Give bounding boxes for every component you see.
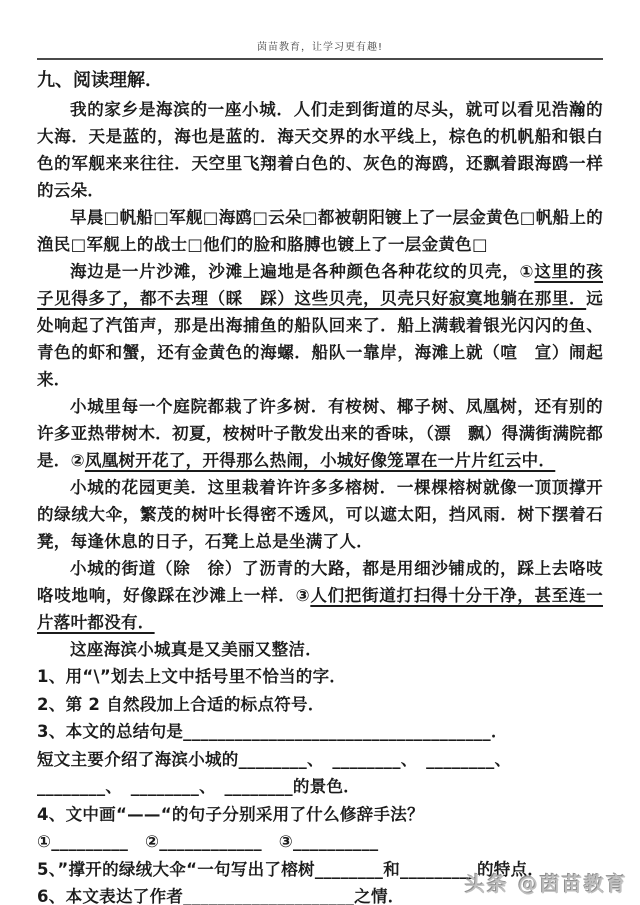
header-slogan: 茵苗教育，让学习更有趣! <box>256 42 383 53</box>
question-3-sub-line-2: ________、 ________、 ________的景色． <box>37 777 361 796</box>
passage-paragraph-6 <box>37 555 603 636</box>
passage-paragraph-5 <box>37 474 603 555</box>
passage-paragraph-4 <box>37 393 603 474</box>
p3-text-before: 海边是一片沙滩，沙滩上遍地是各种颜色各种花纹的贝壳，① <box>70 262 535 281</box>
question-5: 5、”撑开的绿绒大伞“一句写出了榕树________和_________的特点． <box>37 859 545 879</box>
p4-underlined-sentence: 凤凰树开花了，开得那么热闹，小城好像笼罩在一片片红云中． <box>84 451 556 470</box>
header-divider <box>37 58 603 60</box>
p3-text-after: 远处响起了汽笛声，那是出海捕鱼的船队回来了．船上满载着银光闪闪的鱼、青色的虾和蟹，还有金黄色的海螺．船队一靠岸，海滩上就（喧 宣）闹起来． <box>37 289 603 389</box>
p7-text: 这座海滨小城真是又美丽又整洁． <box>70 640 322 659</box>
toutiao-watermark: 头条 @茵苗教育 <box>465 872 628 896</box>
p4-text-before: 小城里每一个庭院都栽了许多树．有桉树、椰子树、凤凰树，还有别的许多亚热带树木．初夏，桉树叶子散发出来的香味，（漂 飘）得满街满院都是．② <box>37 397 603 470</box>
question-2: 2、第 2 自然段加上合适的标点符号． <box>37 694 325 714</box>
p5-text: 小城的花园更美．这里栽着许许多多榕树．一棵棵榕树就像一顶顶撑开的绿绒大伞，繁茂的树叶长得密不透风，可以遮太阳，挡风雨．树下摆着石凳，每逢休息的日子，石凳上总是坐满了人． <box>37 478 603 551</box>
question-4-answer-blanks: ①_________ ②____________ ③__________ <box>37 832 379 851</box>
passage-paragraph-3 <box>37 258 603 393</box>
p1-text: 我的家乡是海滨的一座小城．人们走到街道的尽头，就可以看见浩瀚的大海．天是蓝的，海也是蓝的．海天交界的水平线上，棕色的机帆船和银白色的军舰来来往往．天空里飞翔着白色的、灰色的海鸥，还飘着跟海鸥一样的云朵． <box>37 100 603 200</box>
section-title: 九、阅读理解． <box>37 70 163 91</box>
question-4: 4、文中画“——“的句子分别采用了什么修辞手法？ <box>37 804 424 824</box>
p3-underlined-sentence: 这里的孩子见得多了，都不去理（睬 踩）这些贝壳，贝壳只好寂寞地躺在那里． <box>37 262 604 308</box>
question-3: 3、本文的总结句是____________________________________． <box>37 722 508 741</box>
passage-paragraph-1 <box>37 96 603 204</box>
p6-underlined-sentence: 人们把街道打扫得十分干净，甚至连一片落叶都没有． <box>37 586 603 632</box>
p6-text-before: 小城的街道（除 徐）了沥青的大路，都是用细沙铺成的，踩上去咯吱咯吱地响，好像踩在沙滩上一样．③ <box>37 559 603 605</box>
p2-text: 早晨□帆船□军舰□海鸥□云朵□都被朝阳镀上了一层金黄色□帆船上的渔民□军舰上的战士□他们的脸和胳膊也镀上了一层金黄色□ <box>37 208 603 254</box>
question-1: 1、用“\”划去上文中括号里不恰当的字． <box>37 667 347 686</box>
question-3-sub-line-1: 短文主要介绍了海滨小城的________、 ________、 ________、 <box>37 749 512 769</box>
passage-paragraph-7 <box>37 636 603 663</box>
question-6: 6、本文表达了作者____________________之情． <box>37 887 405 905</box>
passage-paragraph-2 <box>37 204 603 258</box>
